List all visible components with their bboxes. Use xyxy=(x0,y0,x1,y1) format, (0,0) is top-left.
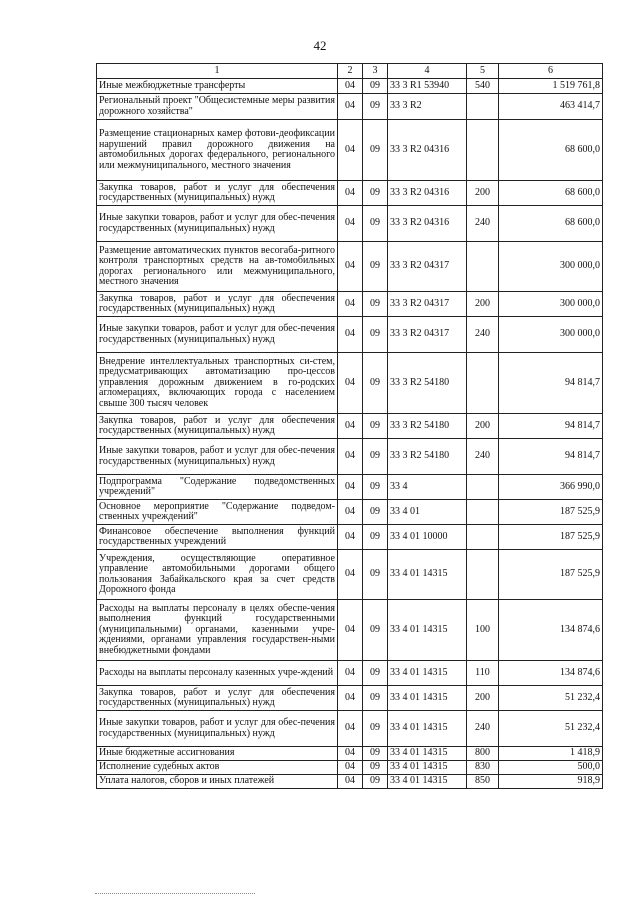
row-name-cell: Учреждения, осуществляющие оперативное управление автомобильными дорогами общего пользования Забайкальского края за счет средств Дорожного фонда xyxy=(97,550,338,600)
target-article-cell: 33 3 R2 04317 xyxy=(388,242,467,292)
expense-type-cell: 240 xyxy=(467,439,499,475)
subsection-code-cell: 09 xyxy=(363,94,388,120)
subsection-code-cell: 09 xyxy=(363,181,388,206)
row-name-cell: Иные закупки товаров, работ и услуг для обес-печения государственных (муниципальных) нужд xyxy=(97,711,338,747)
amount-cell: 68 600,0 xyxy=(499,181,603,206)
subsection-code-cell: 09 xyxy=(363,206,388,242)
subsection-code-cell: 09 xyxy=(363,414,388,439)
expense-type-cell: 100 xyxy=(467,600,499,661)
table-row xyxy=(97,686,603,711)
target-article-cell: 33 4 01 14315 xyxy=(388,550,467,600)
amount-cell: 500,0 xyxy=(499,761,603,775)
subsection-code-cell: 09 xyxy=(363,317,388,353)
table-row xyxy=(97,775,603,789)
column-header: 3 xyxy=(363,64,388,79)
amount-cell: 463 414,7 xyxy=(499,94,603,120)
expense-type-cell: 830 xyxy=(467,761,499,775)
amount-cell: 300 000,0 xyxy=(499,242,603,292)
table-row xyxy=(97,79,603,94)
subsection-code-cell: 09 xyxy=(363,475,388,500)
amount-cell: 94 814,7 xyxy=(499,414,603,439)
expense-type-cell: 850 xyxy=(467,775,499,789)
expense-type-cell xyxy=(467,475,499,500)
target-article-cell: 33 3 R2 54180 xyxy=(388,353,467,414)
subsection-code-cell: 09 xyxy=(363,120,388,181)
section-code-cell: 04 xyxy=(338,120,363,181)
target-article-cell: 33 4 01 xyxy=(388,500,467,525)
expense-type-cell: 200 xyxy=(467,686,499,711)
section-code-cell: 04 xyxy=(338,686,363,711)
target-article-cell: 33 3 R2 04317 xyxy=(388,292,467,317)
expense-type-cell: 110 xyxy=(467,661,499,686)
section-code-cell: 04 xyxy=(338,439,363,475)
row-name-cell: Иные межбюджетные трансферты xyxy=(97,79,338,94)
expense-type-cell: 240 xyxy=(467,206,499,242)
target-article-cell: 33 4 01 14315 xyxy=(388,775,467,789)
amount-cell: 187 525,9 xyxy=(499,525,603,550)
section-code-cell: 04 xyxy=(338,600,363,661)
subsection-code-cell: 09 xyxy=(363,711,388,747)
amount-cell: 187 525,9 xyxy=(499,500,603,525)
row-name-cell: Закупка товаров, работ и услуг для обеспечения государственных (муниципальных) нужд xyxy=(97,686,338,711)
amount-cell: 1 519 761,8 xyxy=(499,79,603,94)
section-code-cell: 04 xyxy=(338,747,363,761)
column-header: 5 xyxy=(467,64,499,79)
target-article-cell: 33 4 01 14315 xyxy=(388,600,467,661)
target-article-cell: 33 3 R2 04316 xyxy=(388,120,467,181)
subsection-code-cell: 09 xyxy=(363,775,388,789)
row-name-cell: Подпрограмма "Содержание подведомственных учреждений" xyxy=(97,475,338,500)
table-row xyxy=(97,439,603,475)
amount-cell: 366 990,0 xyxy=(499,475,603,500)
row-name-cell: Исполнение судебных актов xyxy=(97,761,338,775)
table-row xyxy=(97,317,603,353)
section-code-cell: 04 xyxy=(338,353,363,414)
table-row xyxy=(97,525,603,550)
table-row xyxy=(97,711,603,747)
row-name-cell: Размещение стационарных камер фотови-деофиксации нарушений правил дорожного движения на автомобильных дорогах федерального, регионального или межмуниципального, местного значения xyxy=(97,120,338,181)
column-header: 6 xyxy=(499,64,603,79)
subsection-code-cell: 09 xyxy=(363,747,388,761)
expense-type-cell: 800 xyxy=(467,747,499,761)
subsection-code-cell: 09 xyxy=(363,761,388,775)
row-name-cell: Региональный проект "Общесистемные меры развития дорожного хозяйства" xyxy=(97,94,338,120)
target-article-cell: 33 4 01 14315 xyxy=(388,747,467,761)
section-code-cell: 04 xyxy=(338,550,363,600)
table-row xyxy=(97,242,603,292)
subsection-code-cell: 09 xyxy=(363,525,388,550)
amount-cell: 918,9 xyxy=(499,775,603,789)
subsection-code-cell: 09 xyxy=(363,439,388,475)
expense-type-cell: 200 xyxy=(467,292,499,317)
section-code-cell: 04 xyxy=(338,761,363,775)
target-article-cell: 33 4 01 10000 xyxy=(388,525,467,550)
amount-cell: 94 814,7 xyxy=(499,439,603,475)
target-article-cell: 33 4 xyxy=(388,475,467,500)
subsection-code-cell: 09 xyxy=(363,550,388,600)
expense-type-cell xyxy=(467,525,499,550)
target-article-cell: 33 4 01 14315 xyxy=(388,686,467,711)
amount-cell: 300 000,0 xyxy=(499,317,603,353)
section-code-cell: 04 xyxy=(338,525,363,550)
table-row xyxy=(97,550,603,600)
section-code-cell: 04 xyxy=(338,79,363,94)
expense-type-cell: 200 xyxy=(467,181,499,206)
amount-cell: 51 232,4 xyxy=(499,686,603,711)
section-code-cell: 04 xyxy=(338,317,363,353)
amount-cell: 134 874,6 xyxy=(499,600,603,661)
expense-type-cell xyxy=(467,500,499,525)
row-name-cell: Иные бюджетные ассигнования xyxy=(97,747,338,761)
row-name-cell: Основное мероприятие "Содержание подведом-ственных учреждений" xyxy=(97,500,338,525)
row-name-cell: Закупка товаров, работ и услуг для обеспечения государственных (муниципальных) нужд xyxy=(97,292,338,317)
section-code-cell: 04 xyxy=(338,292,363,317)
expense-type-cell: 200 xyxy=(467,414,499,439)
expense-type-cell: 240 xyxy=(467,711,499,747)
section-code-cell: 04 xyxy=(338,775,363,789)
subsection-code-cell: 09 xyxy=(363,661,388,686)
table-row xyxy=(97,206,603,242)
section-code-cell: 04 xyxy=(338,414,363,439)
table-row xyxy=(97,500,603,525)
expense-type-cell xyxy=(467,242,499,292)
section-code-cell: 04 xyxy=(338,242,363,292)
table-row xyxy=(97,292,603,317)
table-row xyxy=(97,747,603,761)
amount-cell: 94 814,7 xyxy=(499,353,603,414)
row-name-cell: Закупка товаров, работ и услуг для обеспечения государственных (муниципальных) нужд xyxy=(97,181,338,206)
expense-type-cell xyxy=(467,94,499,120)
amount-cell: 134 874,6 xyxy=(499,661,603,686)
table-row xyxy=(97,475,603,500)
section-code-cell: 04 xyxy=(338,661,363,686)
row-name-cell: Иные закупки товаров, работ и услуг для обес-печения государственных (муниципальных) нужд xyxy=(97,317,338,353)
page-number: 42 xyxy=(313,38,327,53)
table-row xyxy=(97,661,603,686)
amount-cell: 68 600,0 xyxy=(499,206,603,242)
row-name-cell: Внедрение интеллектуальных транспортных си-стем, предусматривающих автоматизацию про-цессов управления дорожным движением в го-родских агломерациях, включающих города с населением свыше 300 тысяч человек xyxy=(97,353,338,414)
target-article-cell: 33 3 R2 04316 xyxy=(388,181,467,206)
row-name-cell: Иные закупки товаров, работ и услуг для обес-печения государственных (муниципальных) нужд xyxy=(97,206,338,242)
subsection-code-cell: 09 xyxy=(363,79,388,94)
section-code-cell: 04 xyxy=(338,206,363,242)
table-row xyxy=(97,414,603,439)
table-row xyxy=(97,353,603,414)
target-article-cell: 33 3 R2 04317 xyxy=(388,317,467,353)
expense-type-cell: 540 xyxy=(467,79,499,94)
section-code-cell: 04 xyxy=(338,711,363,747)
expense-type-cell: 240 xyxy=(467,317,499,353)
section-code-cell: 04 xyxy=(338,181,363,206)
subsection-code-cell: 09 xyxy=(363,292,388,317)
subsection-code-cell: 09 xyxy=(363,353,388,414)
table-row xyxy=(97,600,603,661)
target-article-cell: 33 3 R1 53940 xyxy=(388,79,467,94)
target-article-cell: 33 3 R2 54180 xyxy=(388,439,467,475)
table-row xyxy=(97,181,603,206)
table-row xyxy=(97,761,603,775)
target-article-cell: 33 4 01 14315 xyxy=(388,711,467,747)
footer-dotted-line xyxy=(95,893,255,895)
row-name-cell: Уплата налогов, сборов и иных платежей xyxy=(97,775,338,789)
row-name-cell: Иные закупки товаров, работ и услуг для обес-печения государственных (муниципальных) нужд xyxy=(97,439,338,475)
amount-cell: 1 418,9 xyxy=(499,747,603,761)
row-name-cell: Финансовое обеспечение выполнения функций государственных учреждений xyxy=(97,525,338,550)
expense-type-cell xyxy=(467,120,499,181)
amount-cell: 51 232,4 xyxy=(499,711,603,747)
amount-cell: 187 525,9 xyxy=(499,550,603,600)
row-name-cell: Закупка товаров, работ и услуг для обеспечения государственных (муниципальных) нужд xyxy=(97,414,338,439)
budget-table xyxy=(96,63,603,789)
table-row xyxy=(97,120,603,181)
column-header: 4 xyxy=(388,64,467,79)
section-code-cell: 04 xyxy=(338,94,363,120)
table-row xyxy=(97,94,603,120)
subsection-code-cell: 09 xyxy=(363,686,388,711)
section-code-cell: 04 xyxy=(338,475,363,500)
table-header-row xyxy=(97,64,603,79)
expense-type-cell xyxy=(467,550,499,600)
section-code-cell: 04 xyxy=(338,500,363,525)
target-article-cell: 33 4 01 14315 xyxy=(388,661,467,686)
row-name-cell: Расходы на выплаты персоналу в целях обеспе-чения выполнения функций государственными (муниципальными) органами, казенными учре-ждениями, органами управления государствен-ными внебюджетными фондами xyxy=(97,600,338,661)
amount-cell: 300 000,0 xyxy=(499,292,603,317)
target-article-cell: 33 4 01 14315 xyxy=(388,761,467,775)
subsection-code-cell: 09 xyxy=(363,600,388,661)
subsection-code-cell: 09 xyxy=(363,242,388,292)
target-article-cell: 33 3 R2 xyxy=(388,94,467,120)
subsection-code-cell: 09 xyxy=(363,500,388,525)
amount-cell: 68 600,0 xyxy=(499,120,603,181)
row-name-cell: Расходы на выплаты персоналу казенных учре-ждений xyxy=(97,661,338,686)
expense-type-cell xyxy=(467,353,499,414)
target-article-cell: 33 3 R2 04316 xyxy=(388,206,467,242)
row-name-cell: Размещение автоматических пунктов весогаба-ритного контроля транспортных средств на ав-томобильных дорогах регионального или межмуниципального, местного значения xyxy=(97,242,338,292)
column-header: 1 xyxy=(97,64,338,79)
target-article-cell: 33 3 R2 54180 xyxy=(388,414,467,439)
column-header: 2 xyxy=(338,64,363,79)
